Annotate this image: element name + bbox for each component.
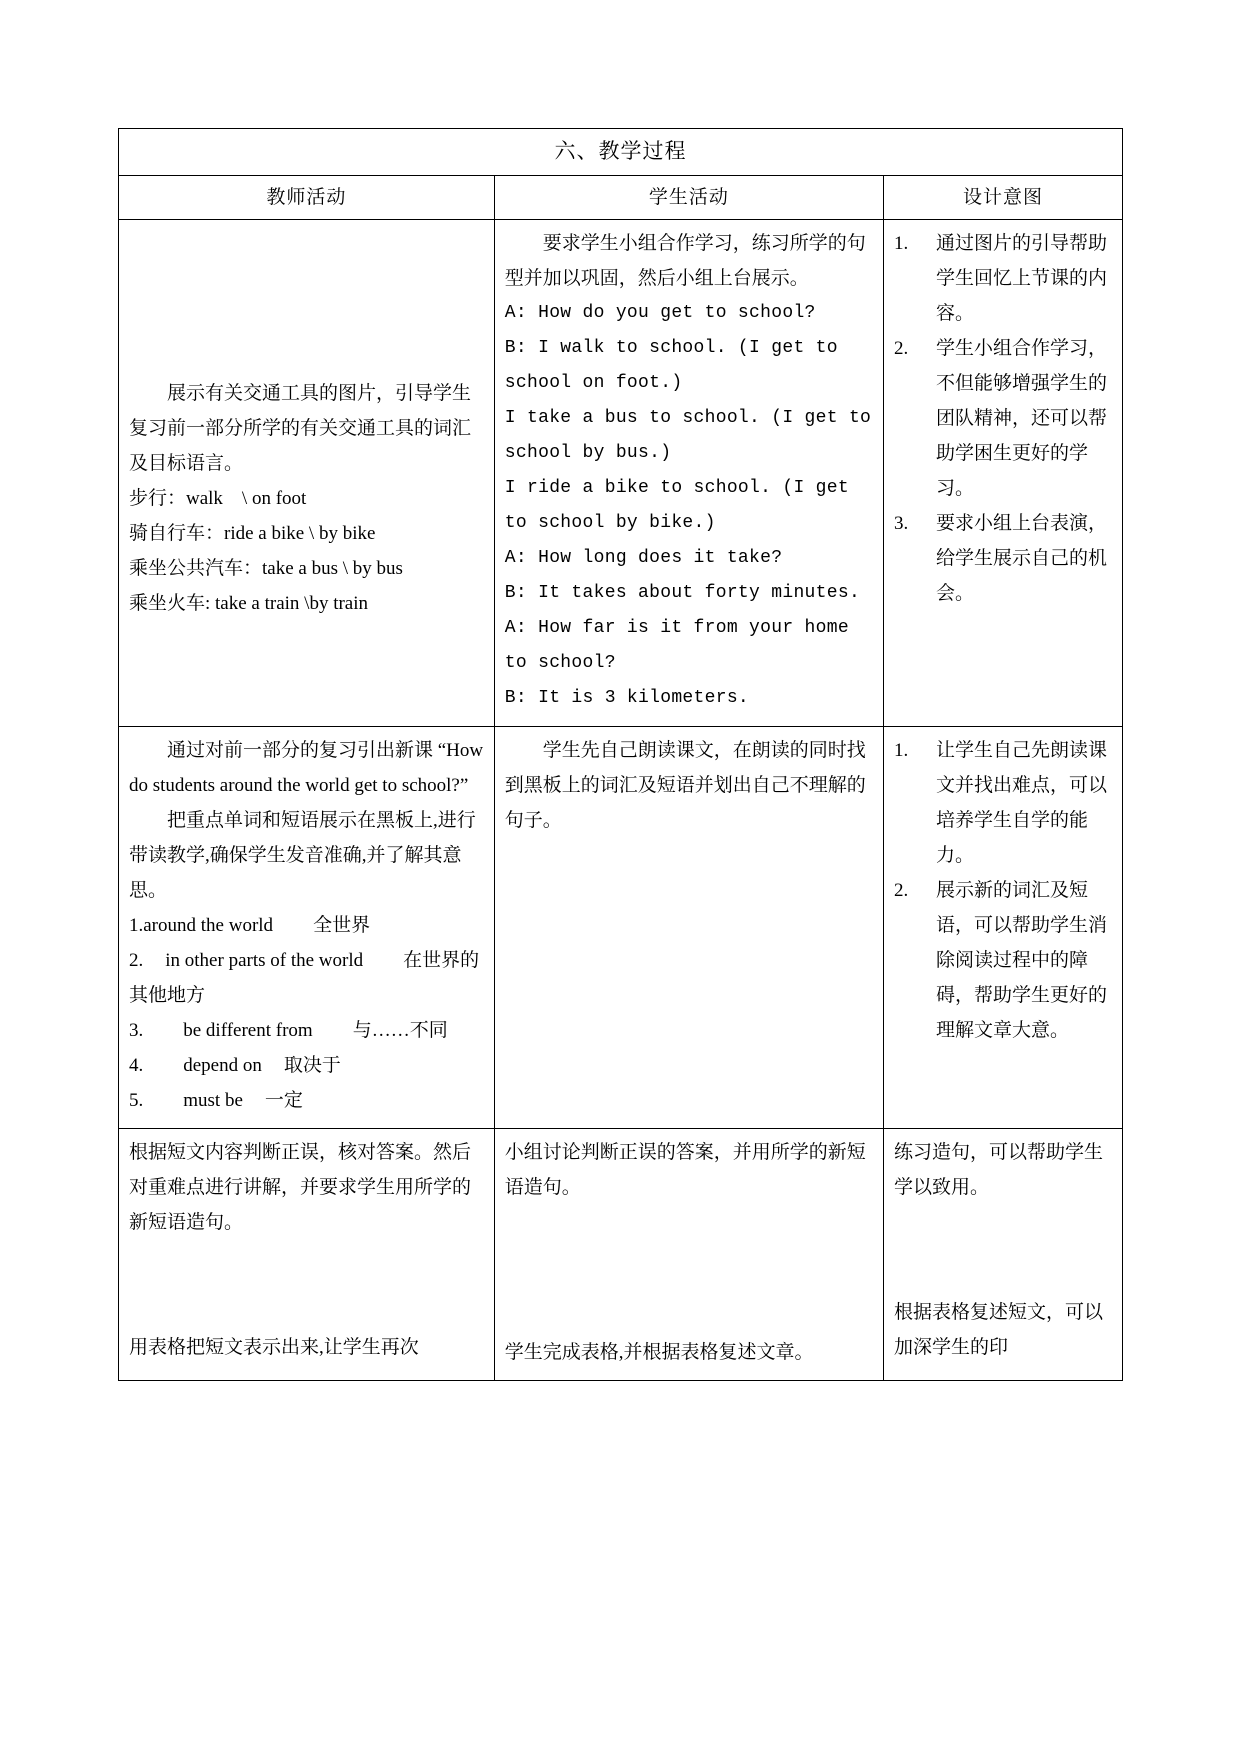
list-item bbox=[894, 331, 1112, 506]
row1-teacher-vocab-3: 乘坐火车: take a train \by train bbox=[129, 593, 369, 614]
row1-student-cell bbox=[494, 220, 883, 727]
row2-intent-cell bbox=[883, 727, 1122, 1129]
row1-intent-0: 通过图片的引导帮助学生回忆上节课的内容。 bbox=[935, 233, 1107, 324]
phrase-en-2: be different from bbox=[183, 1020, 313, 1041]
row3-student-cell bbox=[494, 1129, 883, 1381]
phrase-cn-3: 取决于 bbox=[283, 1055, 341, 1076]
row1-intent-list bbox=[894, 226, 1112, 611]
list-number: 1. bbox=[893, 233, 909, 254]
list-number: 2. bbox=[893, 338, 909, 359]
row1-student-dialogue-5: B: It takes about forty minutes. bbox=[504, 583, 861, 603]
row1-student-dialogue-3: I ride a bike to school. (I get to school by bike.) bbox=[504, 478, 849, 533]
row2-intent-1: 展示新的词汇及短语，可以帮助学生消除阅读过程中的障碍，帮助学生更好的理解文章大意。 bbox=[935, 880, 1107, 1041]
row1-student-intro: 要求学生小组合作学习，练习所学的句型并加以巩固，然后小组上台展示。 bbox=[504, 233, 866, 289]
table-header-row bbox=[119, 176, 1123, 220]
phrase-cn-4: 一定 bbox=[264, 1090, 303, 1111]
row1-intent-1: 学生小组合作学习，不但能够增强学生的团队精神，还可以帮助学困生更好的学习。 bbox=[935, 338, 1107, 499]
row2-teacher-p1: 通过对前一部分的复习引出新课 “How do students around the world get to school?” bbox=[129, 740, 484, 796]
list-number: 1. bbox=[893, 740, 909, 761]
table-row bbox=[119, 220, 1123, 727]
phrase-number-1: 2. bbox=[129, 950, 144, 971]
row1-intent-2: 要求小组上台表演，给学生展示自己的机会。 bbox=[935, 513, 1107, 604]
row1-teacher-intro: 展示有关交通工具的图片，引导学生复习前一部分所学的有关交通工具的词汇及目标语言。 bbox=[129, 383, 472, 474]
row1-intent-cell bbox=[883, 220, 1122, 727]
row1-teacher-vocab-1: 骑自行车：ride a bike \ by bike bbox=[129, 523, 376, 544]
phrase-cn-2: 与……不同 bbox=[352, 1020, 448, 1041]
list-item bbox=[894, 873, 1112, 1048]
column-header-teacher: 教师活动 bbox=[119, 176, 495, 220]
phrase-cn-0: 全世界 bbox=[313, 915, 371, 936]
row1-student-dialogue-4: A: How long does it take? bbox=[504, 548, 783, 568]
row2-teacher-p2: 把重点单词和短语展示在黑板上,进行带读教学,确保学生发音准确,并了解其意思。 bbox=[129, 810, 476, 901]
list-item bbox=[129, 943, 484, 1013]
row2-phrase-list bbox=[129, 908, 484, 1118]
row1-student-dialogue-1: B: I walk to school. (I get to school on foot.) bbox=[504, 338, 838, 393]
phrase-number-0: 1. bbox=[129, 915, 144, 936]
phrase-en-0: around the world bbox=[143, 915, 274, 936]
row3-intent-p1: 练习造句，可以帮助学生学以致用。 bbox=[893, 1142, 1103, 1198]
row1-student-dialogue-0: A: How do you get to school? bbox=[504, 303, 816, 323]
row3-intent-p2: 根据表格复述短文，可以加深学生的印 bbox=[893, 1302, 1103, 1358]
list-item bbox=[894, 506, 1112, 611]
phrase-cn-1: 在世界的其他地方 bbox=[129, 950, 480, 1006]
column-header-intent: 设计意图 bbox=[883, 176, 1122, 220]
phrase-en-4: must be bbox=[183, 1090, 243, 1111]
phrase-number-4: 5. bbox=[129, 1090, 144, 1111]
row2-intent-0: 让学生自己先朗读课文并找出难点，可以培养学生自学的能力。 bbox=[935, 740, 1107, 866]
phrase-en-3: depend on bbox=[183, 1055, 262, 1076]
row2-student-cell bbox=[494, 727, 883, 1129]
column-header-student: 学生活动 bbox=[494, 176, 883, 220]
row1-student-dialogue-6: A: How far is it from your home to school? bbox=[504, 618, 849, 673]
table-title-row bbox=[119, 129, 1123, 176]
row1-teacher-cell bbox=[119, 220, 495, 727]
row3-teacher-p1: 根据短文内容判断正误，核对答案。然后对重难点进行讲解，并要求学生用所学的新短语造句。 bbox=[129, 1142, 472, 1233]
list-item bbox=[894, 226, 1112, 331]
row2-intent-list bbox=[894, 733, 1112, 1048]
list-number: 3. bbox=[893, 513, 909, 534]
phrase-number-2: 3. bbox=[129, 1020, 144, 1041]
row3-intent-cell bbox=[883, 1129, 1122, 1381]
row2-teacher-cell bbox=[119, 727, 495, 1129]
phrase-number-3: 4. bbox=[129, 1055, 144, 1076]
table-row bbox=[119, 727, 1123, 1129]
row3-student-p1: 小组讨论判断正误的答案，并用所学的新短语造句。 bbox=[504, 1142, 866, 1198]
row3-teacher-cell bbox=[119, 1129, 495, 1381]
teaching-process-table bbox=[118, 128, 1123, 1381]
row1-student-dialogue-7: B: It is 3 kilometers. bbox=[504, 688, 750, 708]
list-item bbox=[129, 908, 484, 943]
list-number: 2. bbox=[893, 880, 909, 901]
row3-student-p2: 学生完成表格,并根据表格复述文章。 bbox=[504, 1342, 814, 1363]
row2-student-text: 学生先自己朗读课文，在朗读的同时找到黑板上的词汇及短语并划出自己不理解的句子。 bbox=[504, 740, 866, 831]
row1-teacher-vocab-2: 乘坐公共汽车：take a bus \ by bus bbox=[129, 558, 403, 579]
row1-student-dialogue-2: I take a bus to school. (I get to school by bus.) bbox=[504, 408, 872, 463]
phrase-en-1: in other parts of the world bbox=[165, 950, 364, 971]
table-title: 六、教学过程 bbox=[119, 129, 1123, 176]
list-item bbox=[129, 1013, 484, 1048]
list-item bbox=[129, 1083, 484, 1118]
row3-teacher-p2: 用表格把短文表示出来,让学生再次 bbox=[129, 1337, 419, 1358]
list-item bbox=[894, 733, 1112, 873]
list-item bbox=[129, 1048, 484, 1083]
row1-teacher-vocab-0: 步行：walk \ on foot bbox=[129, 488, 307, 509]
table-row bbox=[119, 1129, 1123, 1381]
